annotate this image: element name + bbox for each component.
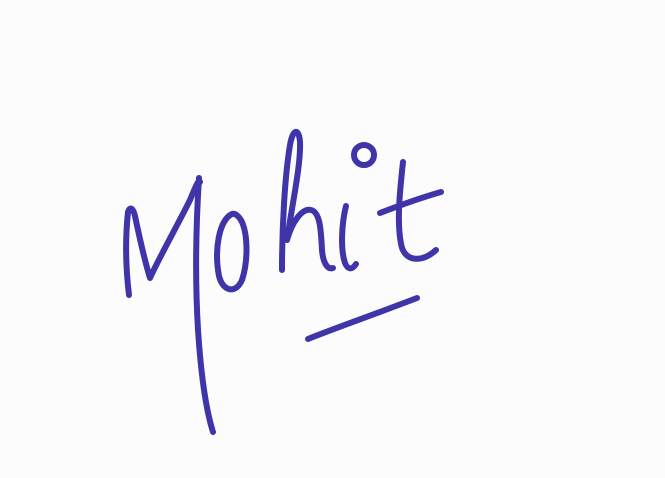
signature-underline xyxy=(308,298,417,339)
signature-stroke-o xyxy=(217,214,246,290)
signature-stroke-m-left xyxy=(126,181,200,295)
signature-stroke-h xyxy=(282,132,333,270)
signature-stroke-m-descender xyxy=(196,178,213,432)
signature-stroke-i xyxy=(342,206,356,268)
signature-stroke-t xyxy=(399,162,436,259)
signature-stroke-t-cross xyxy=(380,192,441,213)
signature-i-dot xyxy=(354,145,374,165)
